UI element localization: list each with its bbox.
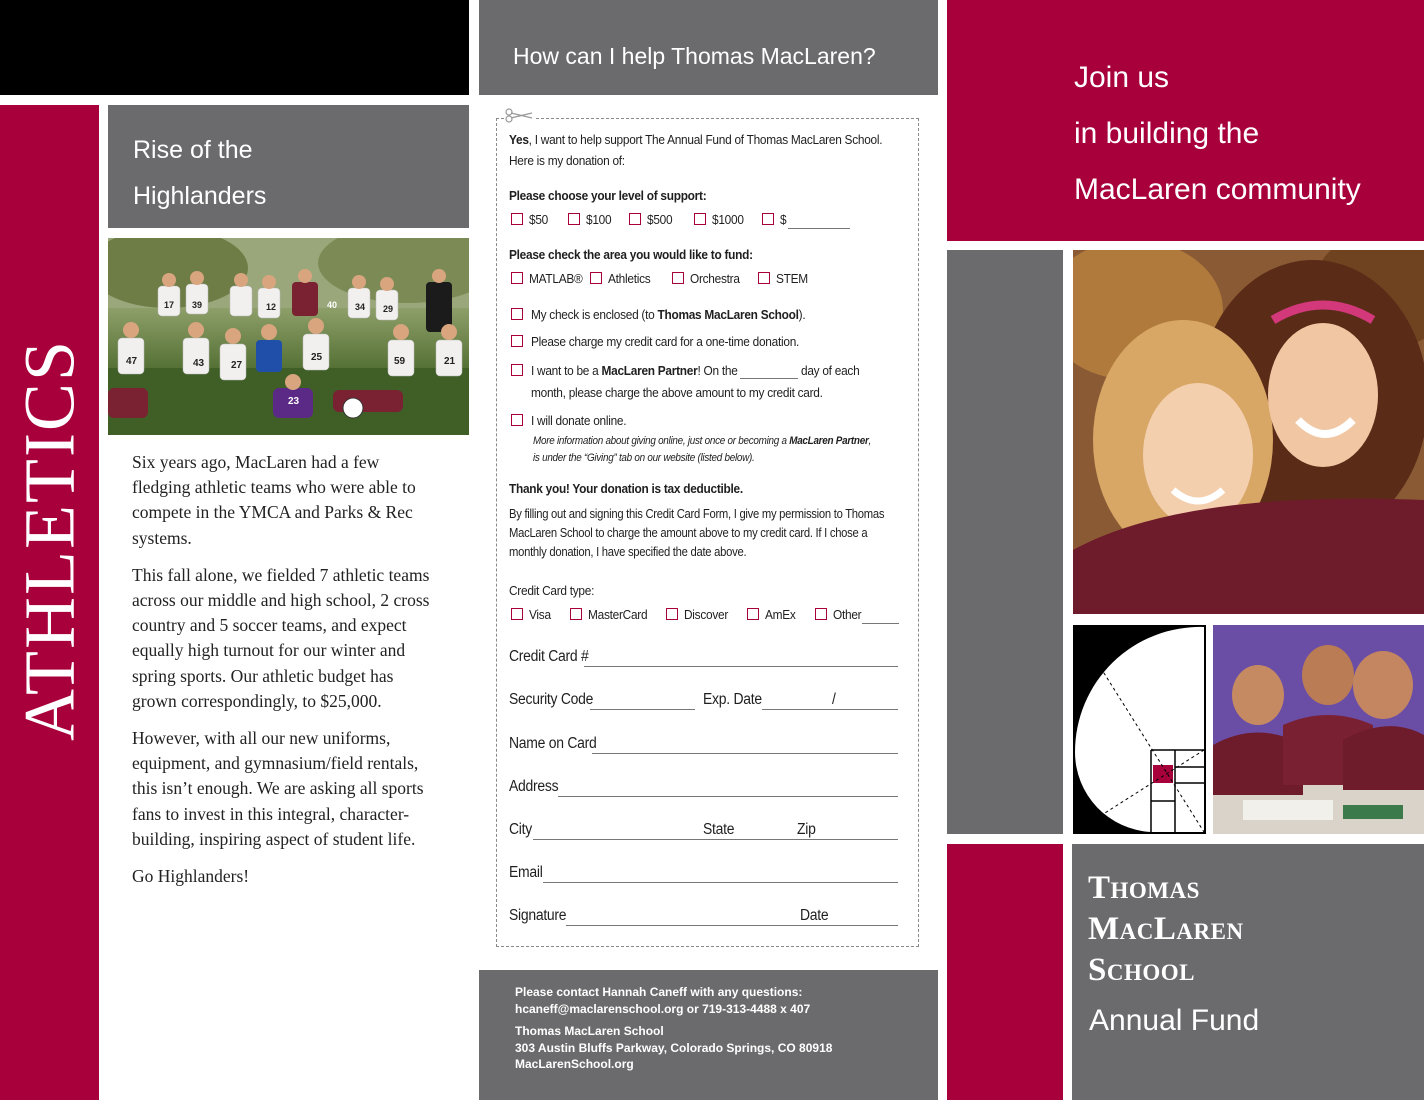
maclaren-partner-checkbox[interactable] xyxy=(511,364,523,376)
scissors-icon xyxy=(504,106,534,124)
check-enclosed-checkbox[interactable] xyxy=(511,308,523,320)
level-1000-label: $1000 xyxy=(712,212,744,227)
how-can-i-help-box xyxy=(479,0,938,95)
jersey-number: 23 xyxy=(288,396,300,407)
city-field[interactable] xyxy=(533,839,898,840)
soccer-team-photo xyxy=(108,238,469,435)
signature-label: Signature xyxy=(509,907,567,924)
rise-heading-box xyxy=(108,105,469,228)
card-other-field[interactable] xyxy=(862,623,899,624)
girls-photo-illustration xyxy=(1073,250,1424,614)
level-1000-checkbox[interactable] xyxy=(694,213,706,225)
address-field[interactable] xyxy=(558,796,898,797)
name-on-card-field[interactable] xyxy=(592,753,898,754)
annual-fund-title: Annual Fund xyxy=(1089,1004,1260,1037)
contact-address: 303 Austin Bluffs Parkway, Colorado Springs, CO 80918 xyxy=(515,1040,833,1055)
check-enclosed-label: My check is enclosed (to Thomas MacLaren School). xyxy=(531,307,806,322)
card-visa-label: Visa xyxy=(529,607,551,622)
level-custom-amount-field[interactable] xyxy=(788,228,850,229)
level-100-checkbox[interactable] xyxy=(568,213,580,225)
school-name-line1: Thomas xyxy=(1088,870,1200,906)
maclaren-partner-label: I want to be a MacLaren Partner! On the xyxy=(531,363,738,378)
address-label: Address xyxy=(509,778,559,795)
jersey-number: 21 xyxy=(444,356,456,367)
jersey-number: 17 xyxy=(164,300,175,310)
golden-spiral-graphic xyxy=(1073,625,1206,834)
email-label: Email xyxy=(509,864,543,881)
state-label: State xyxy=(703,821,735,838)
card-mastercard-checkbox[interactable] xyxy=(570,608,582,620)
contact-school-name: Thomas MacLaren School xyxy=(515,1024,664,1038)
city-label: City xyxy=(509,821,532,838)
thank-you-text: Thank you! Your donation is tax deductible. xyxy=(509,481,743,496)
right-gray-block xyxy=(947,250,1063,834)
level-100-label: $100 xyxy=(586,212,612,227)
level-50-label: $50 xyxy=(529,212,548,227)
online-note-line2: is under the “Giving” tab on our website (listed below). xyxy=(533,452,755,464)
charge-once-label: Please charge my credit card for a one-time donation. xyxy=(531,334,800,349)
signature-field[interactable] xyxy=(566,925,898,926)
form-intro xyxy=(509,132,882,147)
area-label: Please check the area you would like to fund: xyxy=(509,247,753,262)
card-other-checkbox[interactable] xyxy=(815,608,827,620)
card-mastercard-label: MasterCard xyxy=(588,607,648,622)
jersey-number: 27 xyxy=(231,360,243,371)
card-type-label: Credit Card type: xyxy=(509,583,595,598)
area-orchestra-label: Orchestra xyxy=(690,271,740,286)
school-name-box xyxy=(1072,844,1424,1100)
school-name xyxy=(1088,868,1244,991)
article-paragraph-1: Six years ago, MacLaren had a few fledging athletic teams who were able to compete in the YMCA and Parks & Rec systems. xyxy=(132,452,416,548)
permission-line1: By filling out and signing this Credit Card Form, I give my permission to Thomas xyxy=(509,507,885,521)
exp-date-field[interactable] xyxy=(762,709,898,710)
school-name-line2: MacLaren xyxy=(1088,911,1244,947)
join-line3: MacLaren community xyxy=(1074,173,1361,206)
partner-day-field[interactable] xyxy=(740,378,798,379)
athletics-title: ATHLETICS xyxy=(9,339,89,741)
card-visa-checkbox[interactable] xyxy=(511,608,523,620)
card-discover-label: Discover xyxy=(684,607,729,622)
card-amex-checkbox[interactable] xyxy=(747,608,759,620)
boys-photo-illustration xyxy=(1213,625,1424,834)
exp-date-slash: / xyxy=(832,691,836,708)
card-number-label: Credit Card # xyxy=(509,648,589,665)
level-500-checkbox[interactable] xyxy=(629,213,641,225)
donate-online-label: I will donate online. xyxy=(531,413,627,428)
level-label: Please choose your level of support: xyxy=(509,188,707,203)
classroom-boys-photo xyxy=(1213,625,1424,834)
rise-heading-line1: Rise of the xyxy=(133,136,253,164)
online-note-line1: More information about giving online, just once or becoming a MacLaren Partner, xyxy=(533,435,872,447)
partner-day-suffix: day of each xyxy=(801,363,860,378)
golden-spiral-icon xyxy=(1073,625,1206,834)
article-paragraph-3: However, with all our new uniforms, equipment, and gymnasium/field rentals, this isn’t enough. We are asking all sports fans to invest in this integral, character-building, inspiring aspect of student life. xyxy=(132,728,424,849)
right-bottom-crimson-block xyxy=(947,844,1063,1100)
area-matlab-checkbox[interactable] xyxy=(511,272,523,284)
level-50-checkbox[interactable] xyxy=(511,213,523,225)
area-athletics-label: Athletics xyxy=(608,271,651,286)
smiling-girls-photo xyxy=(1073,250,1424,614)
security-code-field[interactable] xyxy=(590,709,695,710)
jersey-number: 43 xyxy=(193,358,205,369)
permission-line3: monthly donation, I have specified the date above. xyxy=(509,545,747,559)
join-line1: Join us xyxy=(1074,61,1170,94)
charge-once-checkbox[interactable] xyxy=(511,335,523,347)
zip-label: Zip xyxy=(797,821,816,838)
form-intro-line2: Here is my donation of: xyxy=(509,153,625,168)
security-code-label: Security Code xyxy=(509,691,594,708)
card-discover-checkbox[interactable] xyxy=(666,608,678,620)
card-other-label: Other xyxy=(833,607,862,622)
area-stem-checkbox[interactable] xyxy=(758,272,770,284)
exp-date-label: Exp. Date xyxy=(703,691,762,708)
join-us-box xyxy=(947,0,1424,241)
contact-website: MacLarenSchool.org xyxy=(515,1057,634,1071)
date-label: Date xyxy=(800,907,829,924)
school-name-line3: School xyxy=(1088,952,1195,988)
form-intro-yes: Yes xyxy=(509,132,529,147)
contact-line1: Please contact Hannah Caneff with any questions: xyxy=(515,985,803,999)
rise-heading-line2: Highlanders xyxy=(133,182,267,210)
donate-online-checkbox[interactable] xyxy=(511,414,523,426)
area-matlab-label: MATLAB® xyxy=(529,271,583,286)
area-athletics-checkbox[interactable] xyxy=(590,272,602,284)
jersey-number: 29 xyxy=(383,304,394,314)
article-paragraph-4: Go Highlanders! xyxy=(132,866,250,887)
jersey-number: 59 xyxy=(394,356,406,367)
contact-email-phone: hcaneff@maclarenschool.org or 719-313-4488 x 407 xyxy=(515,1001,811,1016)
email-field[interactable] xyxy=(543,882,898,883)
athletics-side-banner xyxy=(0,105,99,1100)
level-500-label: $500 xyxy=(647,212,673,227)
how-can-i-help-heading: How can I help Thomas MacLaren? xyxy=(513,43,876,69)
area-stem-label: STEM xyxy=(776,271,808,286)
jersey-number: 34 xyxy=(355,302,366,312)
card-number-field[interactable] xyxy=(584,666,898,667)
jersey-number: 25 xyxy=(311,352,323,363)
top-left-black-bar xyxy=(0,0,469,95)
jersey-number: 40 xyxy=(327,300,338,310)
jersey-number: 47 xyxy=(126,356,138,367)
level-custom-checkbox[interactable] xyxy=(762,213,774,225)
partner-line2: month, please charge the above amount to my credit card. xyxy=(531,385,823,400)
article-paragraph-2: This fall alone, we fielded 7 athletic teams across our middle and high school, 2 cross country and 5 soccer teams, and expect equally high turnout for our winter and spring sports. Our athletic budget has grown correspondingly, to $25,000. xyxy=(132,564,430,711)
athletics-article xyxy=(132,450,442,901)
jersey-number: 39 xyxy=(192,300,203,310)
permission-line2: MacLaren School to charge the amount above to my credit card. If I chose a xyxy=(509,526,868,540)
area-orchestra-checkbox[interactable] xyxy=(672,272,684,284)
form-intro-text: , I want to help support The Annual Fund of Thomas MacLaren School. xyxy=(528,132,883,147)
name-on-card-label: Name on Card xyxy=(509,735,597,752)
join-line2: in building the xyxy=(1074,117,1260,150)
card-amex-label: AmEx xyxy=(765,607,796,622)
level-custom-label: $ xyxy=(780,212,787,227)
jersey-number: 12 xyxy=(266,302,277,312)
contact-info-box xyxy=(479,970,938,1100)
